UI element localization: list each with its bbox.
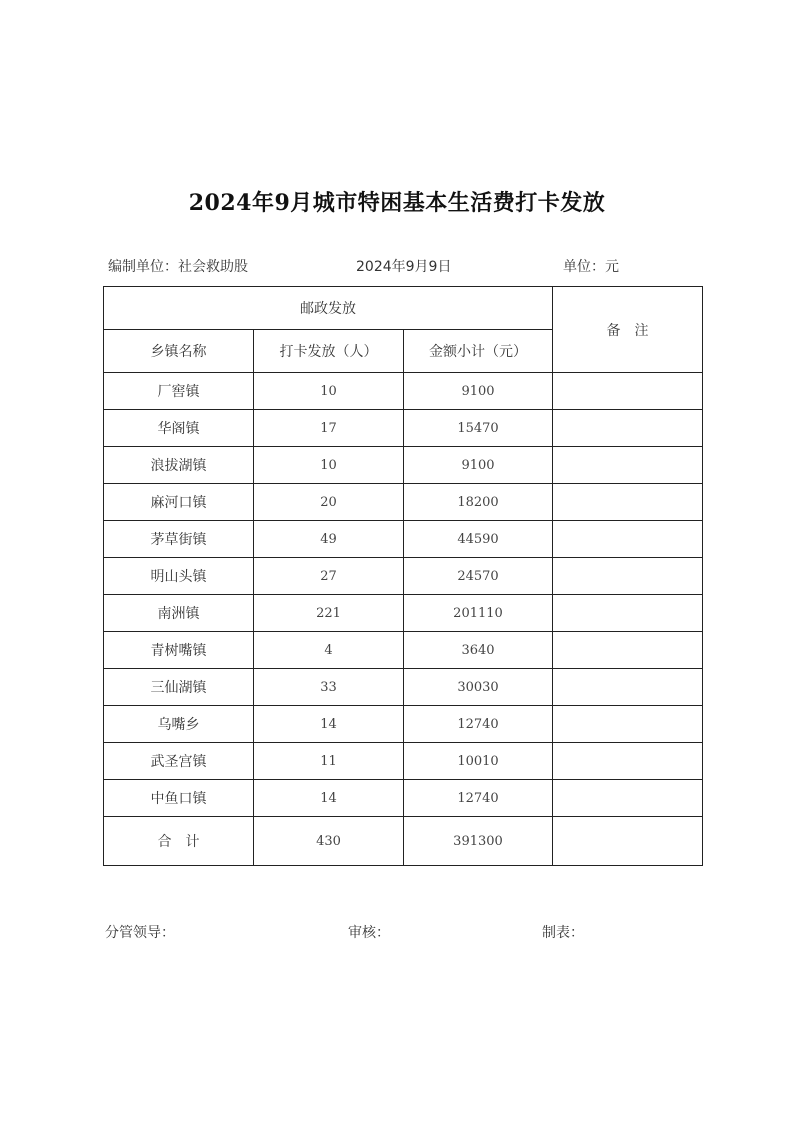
column-header-people: 打卡发放（人） — [254, 330, 404, 373]
people-cell: 33 — [254, 669, 404, 706]
group-header: 邮政发放 — [104, 287, 553, 330]
people-cell: 221 — [254, 595, 404, 632]
table-row — [104, 447, 703, 484]
remark-cell — [553, 669, 703, 706]
table-row — [104, 373, 703, 410]
amount-cell: 18200 — [404, 484, 553, 521]
page-title: 2024年9月城市特困基本生活费打卡发放 — [188, 190, 606, 216]
remark-header: 备 注 — [553, 287, 703, 373]
prepared-signature-label: 制表： — [542, 925, 584, 941]
amount-cell: 12740 — [404, 706, 553, 743]
column-header-town: 乡镇名称 — [104, 330, 254, 373]
amount-cell: 3640 — [404, 632, 553, 669]
amount-cell: 9100 — [404, 373, 553, 410]
amount-cell: 201110 — [404, 595, 553, 632]
people-cell: 14 — [254, 706, 404, 743]
people-cell: 14 — [254, 780, 404, 817]
remark-cell — [553, 595, 703, 632]
town-cell: 中鱼口镇 — [104, 780, 254, 817]
remark-cell — [553, 373, 703, 410]
amount-cell: 15470 — [404, 410, 553, 447]
total-remark — [553, 817, 703, 866]
remark-cell — [553, 521, 703, 558]
town-cell: 华阁镇 — [104, 410, 254, 447]
table-row — [104, 521, 703, 558]
table-row — [104, 780, 703, 817]
currency-unit: 单位：元 — [563, 259, 619, 275]
amount-cell: 44590 — [404, 521, 553, 558]
amount-cell: 24570 — [404, 558, 553, 595]
table-row — [104, 410, 703, 447]
town-cell: 麻河口镇 — [104, 484, 254, 521]
remark-cell — [553, 410, 703, 447]
remark-cell — [553, 447, 703, 484]
document-date: 2024年9月9日 — [356, 259, 452, 275]
people-cell: 20 — [254, 484, 404, 521]
review-signature-label: 审核： — [348, 925, 390, 941]
table-row — [104, 484, 703, 521]
table-row — [104, 595, 703, 632]
amount-cell: 10010 — [404, 743, 553, 780]
people-cell: 10 — [254, 447, 404, 484]
table-header-row — [104, 287, 703, 330]
town-cell: 茅草街镇 — [104, 521, 254, 558]
remark-cell — [553, 484, 703, 521]
total-label: 合 计 — [104, 817, 254, 866]
compiling-unit: 编制单位：社会救助股 — [108, 259, 248, 275]
people-cell: 10 — [254, 373, 404, 410]
remark-cell — [553, 558, 703, 595]
town-cell: 乌嘴乡 — [104, 706, 254, 743]
distribution-table — [103, 286, 703, 866]
town-cell: 浪拔湖镇 — [104, 447, 254, 484]
town-cell: 武圣宫镇 — [104, 743, 254, 780]
town-cell: 厂窖镇 — [104, 373, 254, 410]
town-cell: 青树嘴镇 — [104, 632, 254, 669]
amount-cell: 30030 — [404, 669, 553, 706]
town-cell: 三仙湖镇 — [104, 669, 254, 706]
total-amount: 391300 — [404, 817, 553, 866]
people-cell: 49 — [254, 521, 404, 558]
remark-cell — [553, 706, 703, 743]
table-row — [104, 632, 703, 669]
table-body — [104, 373, 703, 817]
column-header-amount: 金额小计（元） — [404, 330, 553, 373]
leader-signature-label: 分管领导： — [105, 925, 175, 941]
table-row — [104, 558, 703, 595]
people-cell: 11 — [254, 743, 404, 780]
people-cell: 17 — [254, 410, 404, 447]
table-row — [104, 706, 703, 743]
people-cell: 4 — [254, 632, 404, 669]
total-row — [104, 817, 703, 866]
remark-cell — [553, 780, 703, 817]
remark-cell — [553, 743, 703, 780]
table-row — [104, 669, 703, 706]
amount-cell: 9100 — [404, 447, 553, 484]
town-cell: 南洲镇 — [104, 595, 254, 632]
total-people: 430 — [254, 817, 404, 866]
table-row — [104, 743, 703, 780]
amount-cell: 12740 — [404, 780, 553, 817]
town-cell: 明山头镇 — [104, 558, 254, 595]
people-cell: 27 — [254, 558, 404, 595]
remark-cell — [553, 632, 703, 669]
